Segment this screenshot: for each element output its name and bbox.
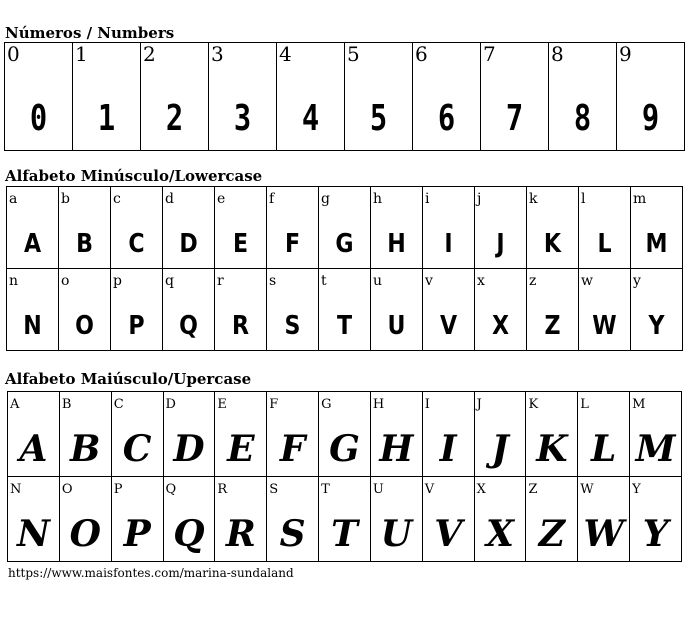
glyph-sample: I [439, 428, 457, 470]
glyph-cell-label: G [321, 397, 332, 412]
glyph-sample: 8 [573, 98, 592, 139]
numbers-row [5, 43, 685, 151]
glyph-cell-label: q [165, 273, 174, 289]
glyph-cell [319, 477, 371, 562]
glyph-cell-label: 2 [143, 42, 156, 66]
glyph-cell [630, 477, 682, 562]
glyph-sample: S [279, 513, 306, 555]
glyph-cell-label: 8 [551, 42, 564, 66]
glyph-cell [163, 477, 215, 562]
glyph-cell-label: a [9, 191, 18, 207]
glyph-cell [267, 187, 319, 269]
glyph-sample: Y [642, 513, 669, 555]
glyph-sample: 1 [97, 98, 116, 139]
glyph-cell-label: C [113, 397, 124, 412]
glyph-sample: O [69, 513, 101, 555]
glyph-cell-label: s [269, 273, 277, 289]
glyph-cell-label: n [9, 273, 19, 289]
glyph-cell [423, 269, 475, 351]
glyph-cell [475, 269, 527, 351]
lowercase-row-2 [7, 269, 683, 351]
glyph-cell [371, 269, 423, 351]
glyph-cell [215, 269, 267, 351]
glyph-sample: Q [173, 513, 205, 555]
glyph-cell-label: 3 [211, 42, 224, 66]
glyph-cell [345, 43, 413, 151]
glyph-cell [267, 477, 319, 562]
glyph-sample: T [331, 513, 358, 555]
glyph-sample: Q [179, 311, 198, 341]
glyph-cell [319, 392, 371, 477]
glyph-sample: N [16, 513, 50, 555]
glyph-sample: U [380, 513, 413, 555]
glyph-cell-label: L [580, 397, 589, 412]
glyph-cell [267, 269, 319, 351]
glyph-cell [578, 392, 630, 477]
glyph-cell [413, 43, 481, 151]
uppercase-row-2 [8, 477, 682, 562]
glyph-cell-label: m [633, 191, 647, 207]
glyph-cell-label: H [372, 397, 385, 412]
glyph-sample: V [434, 513, 463, 555]
glyph-cell-label: J [476, 397, 482, 412]
glyph-sample: N [23, 311, 42, 341]
glyph-cell-label: D [165, 397, 176, 412]
glyph-cell-label: U [372, 482, 384, 497]
glyph-cell-label: B [61, 397, 72, 412]
glyph-cell [549, 43, 617, 151]
uppercase-table [7, 391, 682, 562]
glyph-cell [59, 477, 111, 562]
glyph-cell-label: F [269, 397, 279, 412]
glyph-sample: D [173, 428, 205, 470]
glyph-cell [631, 187, 683, 269]
glyph-sample: H [379, 428, 414, 470]
glyph-cell [527, 187, 579, 269]
glyph-sample: G [335, 229, 354, 259]
glyph-cell [475, 187, 527, 269]
glyph-cell [163, 392, 215, 477]
glyph-cell [59, 392, 111, 477]
glyph-cell [73, 43, 141, 151]
glyph-cell [319, 269, 371, 351]
glyph-cell [59, 269, 111, 351]
glyph-cell [7, 187, 59, 269]
glyph-cell [111, 477, 163, 562]
glyph-cell-label: p [113, 273, 122, 289]
lowercase-heading: Alfabeto Minúsculo/Lowercase [5, 167, 263, 185]
glyph-cell-label: 4 [279, 42, 292, 66]
glyph-sample: D [179, 229, 198, 259]
glyph-sample: L [597, 229, 612, 259]
glyph-cell-label: E [217, 397, 227, 412]
glyph-cell-label: Y [632, 482, 641, 497]
glyph-cell-label: K [528, 397, 539, 412]
glyph-cell-label: Q [165, 482, 177, 497]
glyph-cell [370, 392, 422, 477]
glyph-cell [422, 392, 474, 477]
numbers-table [4, 42, 685, 151]
glyph-sample: K [536, 428, 568, 470]
uppercase-row-1 [8, 392, 682, 477]
glyph-sample: C [128, 229, 145, 259]
glyph-sample: R [225, 513, 256, 555]
glyph-cell [579, 269, 631, 351]
glyph-cell [422, 477, 474, 562]
glyph-sample: 2 [165, 98, 184, 139]
glyph-cell-label: N [10, 482, 22, 497]
glyph-cell-label: o [61, 273, 70, 289]
glyph-sample: B [70, 428, 101, 470]
glyph-sample: W [592, 311, 617, 341]
glyph-sample: 0 [29, 98, 48, 139]
glyph-cell-label: A [10, 397, 20, 412]
glyph-sample: F [284, 229, 301, 259]
glyph-sample: Y [648, 311, 665, 341]
glyph-cell-label: Z [528, 482, 538, 497]
glyph-cell-label: S [269, 482, 279, 497]
glyph-cell [141, 43, 209, 151]
glyph-cell-label: c [113, 191, 121, 207]
glyph-sample: A [19, 428, 48, 470]
glyph-cell [163, 187, 215, 269]
glyph-sample: X [491, 311, 510, 341]
glyph-cell [8, 477, 60, 562]
glyph-sample: T [336, 311, 353, 341]
glyph-cell-label: y [633, 273, 641, 289]
glyph-cell [7, 269, 59, 351]
glyph-sample: L [591, 428, 617, 470]
glyph-cell-label: l [581, 191, 586, 207]
glyph-cell [617, 43, 685, 151]
glyph-sample: V [439, 311, 458, 341]
glyph-cell-label: u [373, 273, 383, 289]
glyph-sample: F [279, 428, 306, 470]
glyph-sample: J [496, 229, 505, 259]
glyph-cell [215, 477, 267, 562]
glyph-sample: K [543, 229, 562, 259]
glyph-cell-label: O [61, 482, 73, 497]
glyph-cell [8, 392, 60, 477]
glyph-cell [215, 392, 267, 477]
glyph-cell [319, 187, 371, 269]
glyph-sample: Z [544, 311, 561, 341]
glyph-cell [371, 187, 423, 269]
glyph-sample: R [231, 311, 250, 341]
glyph-cell-label: j [477, 191, 482, 207]
glyph-cell [111, 187, 163, 269]
glyph-cell [526, 477, 578, 562]
glyph-cell [474, 392, 526, 477]
glyph-cell-label: 7 [483, 42, 496, 66]
glyph-cell [5, 43, 73, 151]
glyph-cell [579, 187, 631, 269]
glyph-cell [474, 477, 526, 562]
glyph-sample: P [128, 311, 145, 341]
glyph-cell-label: W [580, 482, 594, 497]
glyph-cell-label: R [217, 482, 228, 497]
glyph-cell [267, 392, 319, 477]
lowercase-table [6, 186, 683, 351]
glyph-sample: 4 [301, 98, 320, 139]
glyph-cell-label: i [425, 191, 430, 207]
glyph-sample: U [387, 311, 406, 341]
glyph-cell [111, 392, 163, 477]
glyph-cell [163, 269, 215, 351]
glyph-sample: E [227, 428, 255, 470]
glyph-cell [527, 269, 579, 351]
glyph-cell [209, 43, 277, 151]
glyph-cell-label: T [321, 482, 330, 497]
glyph-cell-label: 0 [7, 42, 20, 66]
glyph-sample: Z [538, 513, 565, 555]
glyph-sample: B [76, 229, 93, 259]
glyph-sample: W [583, 513, 624, 555]
glyph-cell [370, 477, 422, 562]
glyph-cell [59, 187, 111, 269]
glyph-sample: A [23, 229, 42, 259]
glyph-cell-label: M [632, 397, 646, 412]
glyph-sample: M [645, 229, 668, 259]
glyph-sample: O [75, 311, 94, 341]
glyph-cell-label: k [529, 191, 538, 207]
glyph-cell-label: 5 [347, 42, 360, 66]
glyph-sample: 5 [369, 98, 388, 139]
glyph-sample: E [232, 229, 249, 259]
glyph-cell-label: w [581, 273, 593, 289]
glyph-sample: 7 [505, 98, 524, 139]
glyph-cell-label: t [321, 273, 327, 289]
glyph-cell-label: v [425, 273, 433, 289]
glyph-cell [215, 187, 267, 269]
glyph-cell-label: g [321, 191, 330, 207]
glyph-cell-label: I [424, 397, 430, 412]
glyph-cell [111, 269, 163, 351]
uppercase-heading: Alfabeto Maiúsculo/Upercase [5, 370, 252, 388]
glyph-sample: M [635, 428, 676, 470]
glyph-sample: S [284, 311, 301, 341]
glyph-cell-label: x [477, 273, 485, 289]
glyph-sample: P [123, 513, 151, 555]
glyph-sample: G [329, 428, 360, 470]
glyph-cell-label: d [165, 191, 174, 207]
glyph-sample: 9 [641, 98, 660, 139]
glyph-cell-label: 6 [415, 42, 428, 66]
glyph-cell-label: e [217, 191, 226, 207]
source-url[interactable]: https://www.maisfontes.com/marina-sundaland [8, 566, 294, 580]
glyph-sample: I [444, 229, 453, 259]
glyph-cell [481, 43, 549, 151]
numbers-heading: Números / Numbers [5, 24, 175, 42]
glyph-sample: X [486, 513, 514, 555]
glyph-cell [526, 392, 578, 477]
glyph-cell-label: f [269, 191, 275, 207]
glyph-sample: J [491, 428, 509, 470]
glyph-cell-label: 9 [619, 42, 632, 66]
glyph-sample: 3 [233, 98, 252, 139]
glyph-sample: 6 [437, 98, 456, 139]
glyph-cell-label: h [373, 191, 383, 207]
glyph-cell-label: X [476, 482, 486, 497]
glyph-cell [423, 187, 475, 269]
glyph-cell [630, 392, 682, 477]
glyph-sample: C [122, 428, 152, 470]
glyph-cell-label: b [61, 191, 70, 207]
glyph-cell-label: z [529, 273, 537, 289]
glyph-cell-label: r [217, 273, 224, 289]
glyph-cell-label: 1 [75, 42, 88, 66]
glyph-sample: H [387, 229, 406, 259]
glyph-cell [631, 269, 683, 351]
glyph-cell [578, 477, 630, 562]
lowercase-row-1 [7, 187, 683, 269]
glyph-cell-label: P [113, 482, 123, 497]
glyph-cell-label: V [424, 482, 435, 497]
glyph-cell [277, 43, 345, 151]
